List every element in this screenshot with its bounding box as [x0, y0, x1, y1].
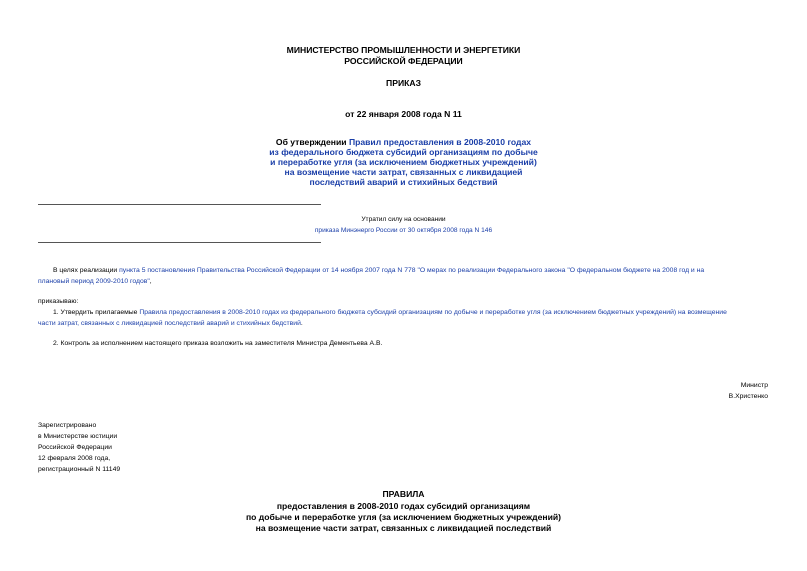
ministry-name-line2: РОССИЙСКОЙ ФЕДЕРАЦИИ [344, 56, 463, 66]
registration-line1: Зарегистрировано [38, 422, 97, 429]
signature-position: Министр [740, 382, 768, 389]
title-link-line4[interactable]: на возмещение части затрат, связанных с ликвидацией [284, 167, 523, 177]
rules-title-line2: по добыче и переработке угля (за исключением бюджетных учреждений) [245, 512, 561, 522]
item1-suffix: . [300, 320, 303, 327]
item1-link-line1[interactable]: Правила предоставления в 2008-2010 годах из федерального бюджета субсидий организациям по добыче и переработке угля (за исключением бюджетных учреждений) на возмещение [139, 309, 727, 316]
preamble-prefix: В целях реализации [53, 267, 120, 274]
title-prefix: Об утверждении [275, 137, 349, 147]
registration-block [38, 420, 120, 475]
status-text: Утратил силу на основании [361, 216, 446, 223]
order-word: приказываю: [38, 298, 79, 305]
registration-line5: регистрационный N 11149 [38, 466, 121, 473]
title-link-line1[interactable]: Правил предоставления в 2008-2010 годах [348, 137, 532, 147]
preamble-link-line1[interactable]: пункта 5 постановления Правительства Российской Федерации от 14 ноября 2007 года N 778 "О мерах по реализации Федерального закона "О федеральном бюджете на 2008 год и на [119, 267, 705, 274]
rules-title-line1: предоставления в 2008-2010 годах субсидий организациям [276, 501, 531, 511]
rules-heading: ПРАВИЛА [382, 489, 425, 499]
title-link-line5[interactable]: последствий аварий и стихийных бедствий [309, 177, 498, 187]
signature-name: В.Христенко [728, 393, 768, 400]
registration-line4: 12 февраля 2008 года, [38, 455, 111, 462]
order-item-2: 2. Контроль за исполнением настоящего приказа возложить на заместителя Министра Дементьева А.В. [53, 340, 383, 347]
document-date-number: от 22 января 2008 года N 11 [345, 109, 462, 119]
preamble-paragraph [38, 265, 773, 287]
divider-top [38, 204, 321, 205]
ministry-name-line1: МИНИСТЕРСТВО ПРОМЫШЛЕННОСТИ И ЭНЕРГЕТИКИ [286, 45, 521, 55]
rules-title-line3: на возмещение части затрат, связанных с ликвидацией последствий [255, 523, 552, 533]
order-item-1 [38, 307, 773, 329]
preamble-suffix: , [149, 278, 152, 285]
title-link-line2[interactable]: из федерального бюджета субсидий организациям по добыче [269, 147, 538, 157]
status-repeal-link[interactable]: приказа Минэнерго России от 30 октября 2008 года N 146 [314, 227, 493, 234]
item1-prefix: 1. Утвердить прилагаемые [53, 309, 140, 316]
divider-bottom [38, 242, 321, 243]
item1-link-line2[interactable]: части затрат, связанных с ликвидацией последствий аварий и стихийных бедствий [38, 320, 301, 327]
document-title [0, 137, 807, 187]
registration-line2: в Министерстве юстиции [38, 433, 118, 440]
title-link-line3[interactable]: и переработке угля (за исключением бюджетных учреждений) [270, 157, 537, 167]
registration-line3: Российской Федерации [38, 444, 112, 451]
preamble-link-line2[interactable]: плановый период 2009-2010 годов" [38, 278, 150, 285]
document-type: ПРИКАЗ [386, 78, 421, 88]
